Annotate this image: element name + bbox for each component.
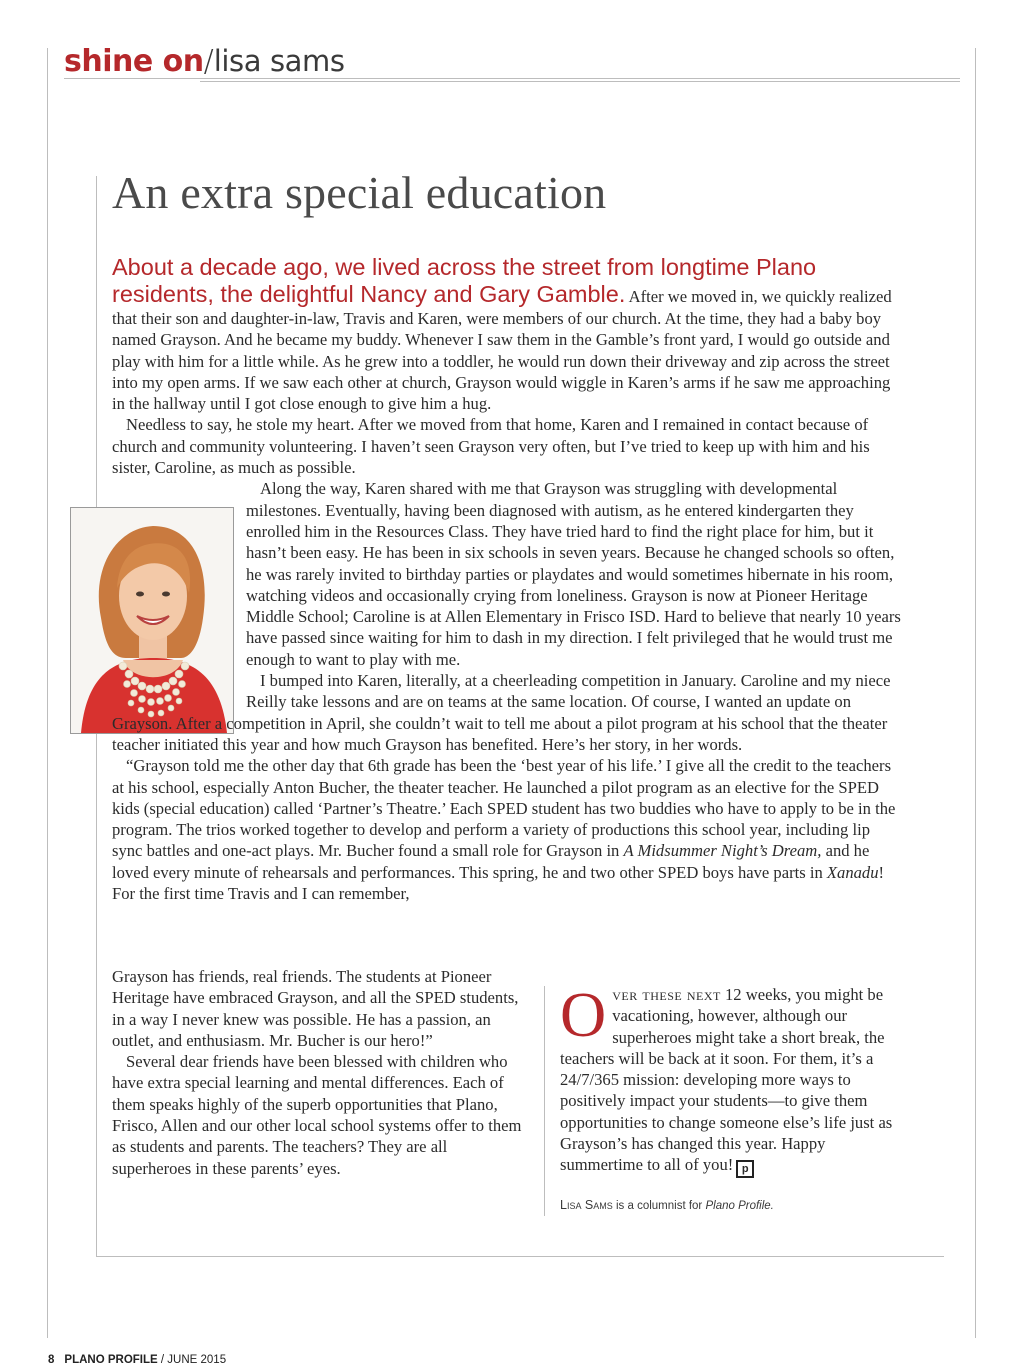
drop-cap: O <box>560 979 607 1050</box>
right-margin-rule <box>975 48 976 1338</box>
footer-date: / JUNE 2015 <box>160 1354 227 1366</box>
article-body <box>112 254 902 904</box>
section-name: shine on <box>64 44 204 79</box>
plano-profile-end-mark-icon: p <box>736 1160 754 1178</box>
left-column <box>112 966 530 1179</box>
page-footer <box>48 1354 226 1366</box>
column-header <box>64 44 345 79</box>
paragraph-7: Several dear friends have been blessed with children who have extra special learning and mental differences. Each of them speaks highly of the superb opportunities that Plano, Frisco, Allen and our other local school systems offer to them as students and parents. The teachers? They are all superheroes in these parents’ eyes. <box>112 1052 522 1178</box>
footer-publication: PLANO PROFILE <box>64 1354 158 1366</box>
column-author: lisa sams <box>213 44 345 78</box>
header-rule-2 <box>200 81 960 82</box>
paragraph-3: Along the way, Karen shared with me that Grayson was struggling with developmental milestones. Eventually, having been diagnosed with autism, as he entered kindergarten they enrolled him in the Resources Class. They have tried hard to find the right place for him, but it hasn’t been easy. He has been in six schools in seven years. Because he changed schools so often, he was rarely invited to birthday parties or playdates and would sometimes hibernate in his room, watching videos and occasionally crying from loneliness. Grayson is now at Pioneer Heritage Middle School; Caroline is at Allen Elementary in Frisco ISD. Hard to believe that nearly 10 years have passed since waiting for him to dash in my direction. I felt privileged that he would trust me enough to want to play with me. <box>246 479 901 669</box>
bio-publication: Plano Profile. <box>705 1200 774 1212</box>
closing-paragraph: 12 weeks, you might be vacationing, however, although our superheroes might take a short break, the teachers will be back at it soon. For them, it’s a 24/7/365 mission: developing more ways to positively impact your students—to give them opportunities to change someone else’s life just as Grayson’s has changed this year. Happy summertime to all of you! <box>560 985 893 1175</box>
paragraph-5: “Grayson told me the other day that 6th grade has been the ‘best year of his life.’ I give all the credit to the teachers at his school, especially Anton Bucher, the theater teacher. He launched a pilot program as an elective for the SPED kids (special education) called ‘Partner’s Theatre.’ Each SPED student has two buddies who have to apply to be in the program. The trios worked together to develop and perform a variety of productions this school year, including lip sync battles and one-act plays. Mr. Bucher found a small role for Grayson in A Midsummer Night’s Dream, and he loved every minute of rehearsals and performances. This spring, he and two other SPED boys have parts in Xanadu! For the first time Travis and I can remember, <box>112 756 896 904</box>
paragraph-1: About a decade ago, we lived across the street from longtime Plano residents, the delightful Nancy and Gary Gamble. After we moved in, we quickly realized that their son and daughter-in-law, Travis and Karen, were members of our church. At the time, they had a baby boy named Grayson. And he became my buddy. Whenever I saw them in the Gamble’s front yard, I would go outside and play with him for a little while. As he grew into a toddler, he would run down their driveway and zip across the street into my open arms. If we saw each other at church, Grayson would wiggle in Karen’s arms if he saw me approaching in the hallway until I got close enough to give him a hug. <box>112 254 892 414</box>
bio-author-name: Lisa Sams <box>560 1198 613 1212</box>
paragraph-2: Needless to say, he stole my heart. After we moved from that home, Karen and I remained in contact because of church and community volunteering. I haven’t seen Grayson very often, but I’ve tried to keep up with him and his sister, Caroline, as much as possible. <box>112 415 870 478</box>
page-number: 8 <box>48 1354 55 1366</box>
small-caps-lead: ver these next <box>612 985 721 1004</box>
article-title: An extra special education <box>112 167 607 218</box>
right-column <box>560 979 906 1178</box>
column-divider <box>544 986 545 1216</box>
lead-in: About a decade ago, we lived across the street from longtime Plano residents, the delightful Nancy and Gary Gamble. <box>112 254 817 307</box>
paragraph-6: Grayson has friends, real friends. The students at Pioneer Heritage have embraced Grayson, and all the SPED students, in a way I never knew was possible. He has a passion, an outlet, and enthusiasm. Mr. Bucher is our hero!” <box>112 967 519 1050</box>
author-bio: Lisa Sams is a columnist for Plano Profile. <box>560 1198 774 1212</box>
photo-wrap-space <box>112 474 246 702</box>
paragraph-4: I bumped into Karen, literally, at a cheerleading competition in January. Caroline and my niece Reilly take lessons and are on teams at the same location. Of course, I wanted an update on Grayson. After a competition in April, she couldn’t wait to tell me about a pilot program at his school that the theater teacher initiated this year and how much Grayson has benefited. Here’s her story, in her words. <box>112 671 891 754</box>
article-bottom-rule <box>96 1256 944 1257</box>
left-margin-rule <box>47 48 48 1338</box>
header-separator: / <box>203 44 214 79</box>
